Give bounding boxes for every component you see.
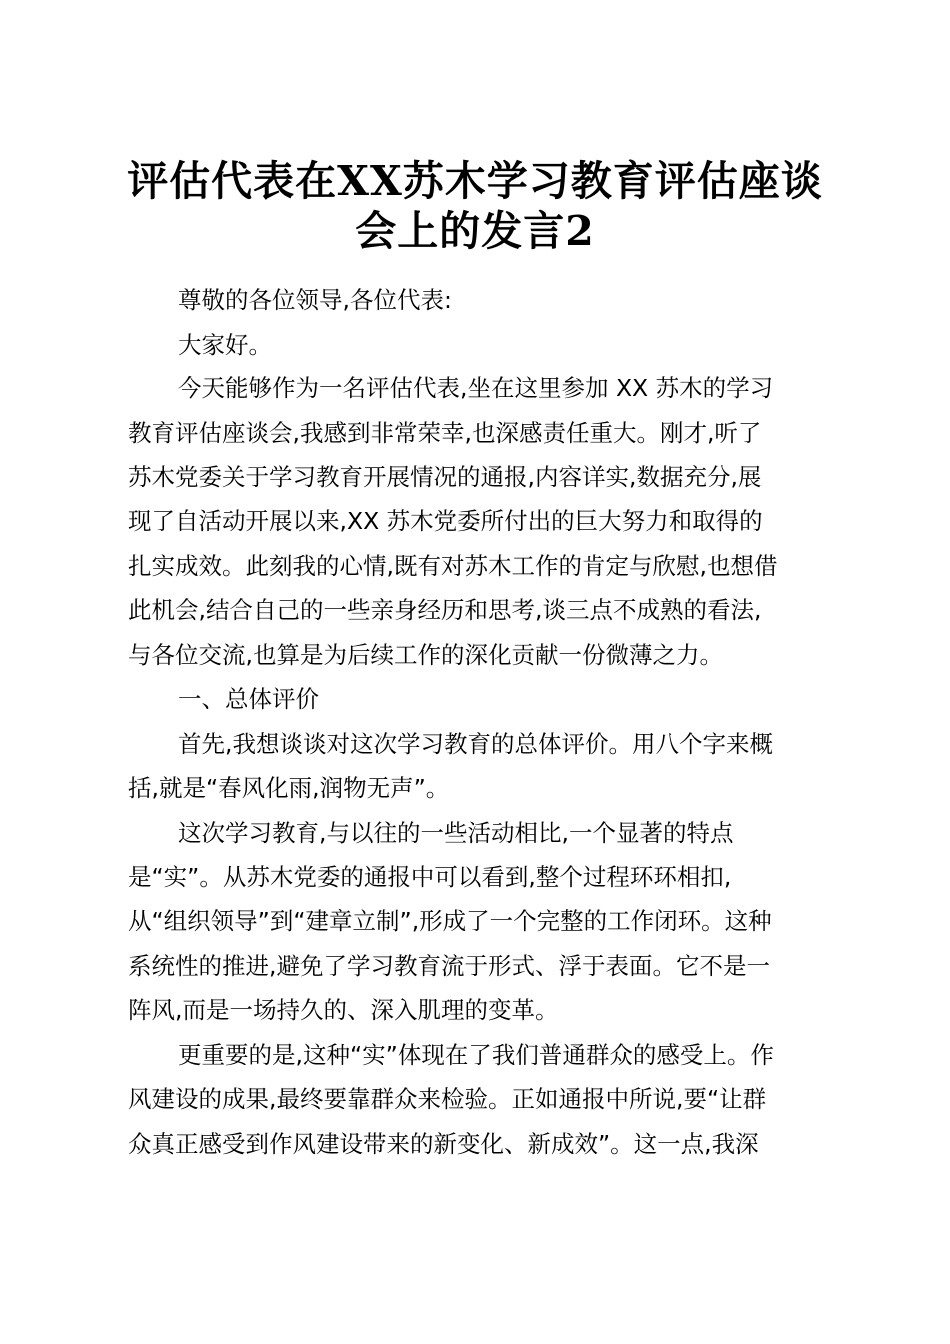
text-line: 是“实”。从苏木党委的通报中可以看到,整个过程环环相扣,: [128, 863, 732, 891]
title-line-1: 评估代表在XX苏木学习教育评估座谈: [127, 157, 823, 205]
text-line: 这次学习教育,与以往的一些活动相比,一个显著的特点: [178, 819, 734, 847]
text-line: 此机会,结合自己的一些亲身经历和思考,谈三点不成熟的看法,: [128, 596, 762, 624]
title-line-2: 会上的发言2: [355, 207, 595, 255]
text-line: 教育评估座谈会,我感到非常荣幸,也深感责任重大。刚才,听了: [128, 419, 762, 447]
text-line: 今天能够作为一名评估代表,坐在这里参加 XX 苏木的学习: [178, 374, 774, 402]
text-line: 众真正感受到作风建设带来的新变化、新成效”。这一点,我深: [128, 1130, 759, 1158]
section-heading: 一、总体评价: [178, 685, 319, 713]
document-title: [100, 156, 850, 256]
text-line: 苏木党委关于学习教育开展情况的通报,内容详实,数据充分,展: [128, 463, 762, 491]
text-line: 风建设的成果,最终要靠群众来检验。正如通报中所说,要“让群: [128, 1085, 767, 1113]
text-line: 尊敬的各位领导,各位代表:: [178, 286, 452, 314]
text-line: 大家好。: [178, 331, 272, 359]
text-line: 与各位交流,也算是为后续工作的深化贡献一份微薄之力。: [128, 641, 723, 669]
text-line: 括,就是“春风化雨,润物无声”。: [128, 774, 450, 802]
text-line: 扎实成效。此刻我的心情,既有对苏木工作的肯定与欣慰,也想借: [128, 552, 778, 580]
text-line: 阵风,而是一场持久的、深入肌理的变革。: [128, 996, 559, 1024]
text-line: 更重要的是,这种“实”体现在了我们普通群众的感受上。作: [178, 1041, 774, 1069]
text-line: 从“组织领导”到“建章立制”,形成了一个完整的工作闭环。这种: [128, 907, 772, 935]
text-line: 首先,我想谈谈对这次学习教育的总体评价。用八个字来概: [178, 730, 773, 758]
text-line: 系统性的推进,避免了学习教育流于形式、浮于表面。它不是一: [128, 952, 770, 980]
text-line: 现了自活动开展以来,XX 苏木党委所付出的巨大努力和取得的: [128, 507, 763, 535]
